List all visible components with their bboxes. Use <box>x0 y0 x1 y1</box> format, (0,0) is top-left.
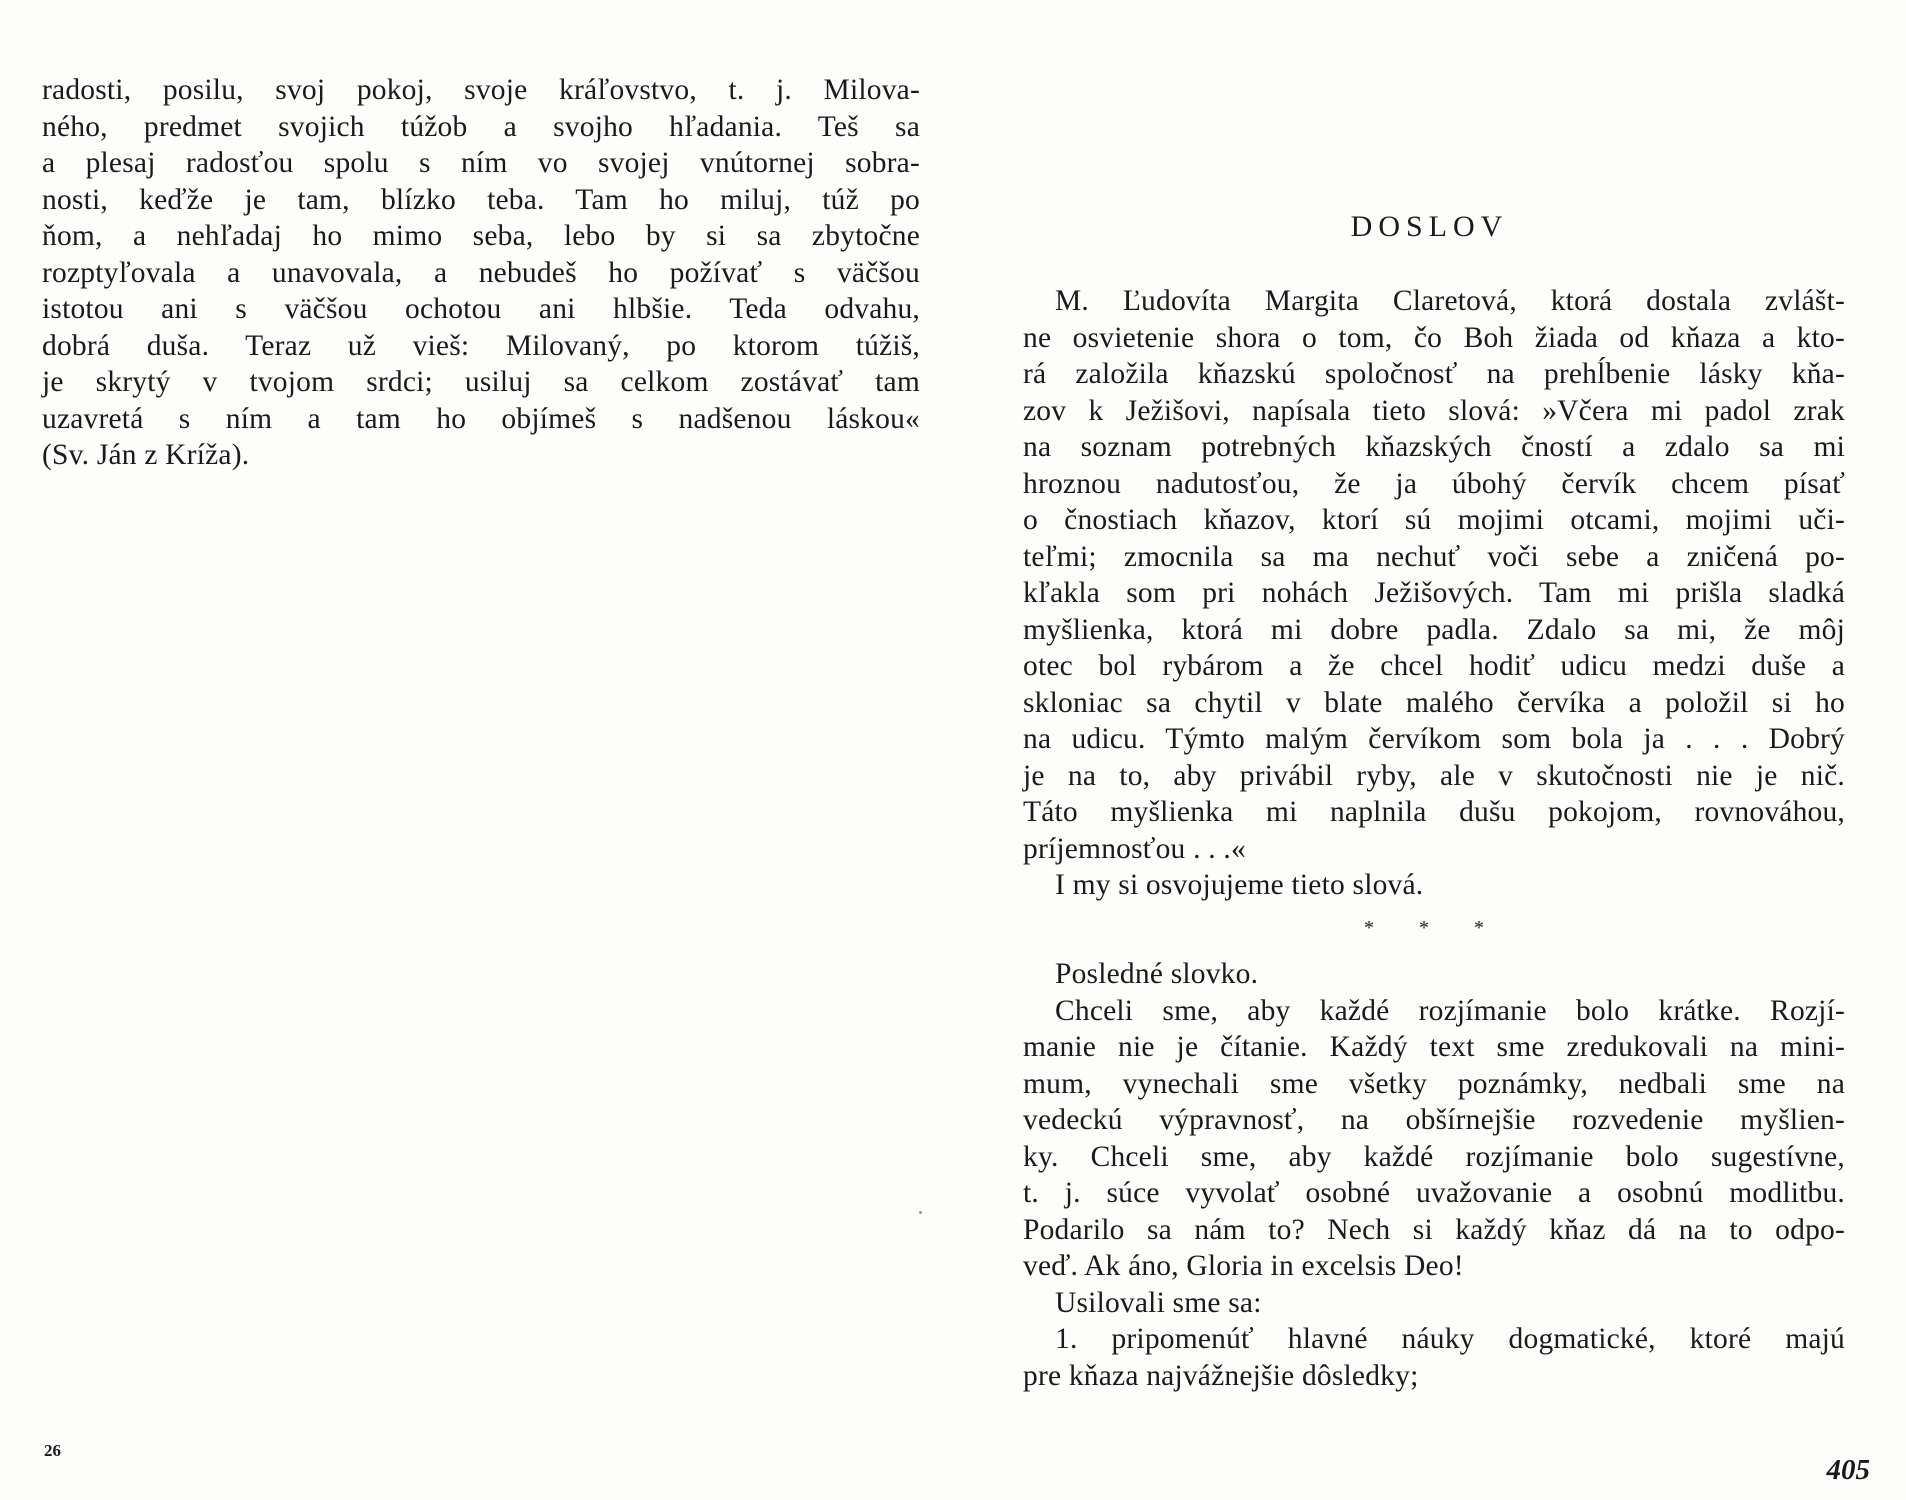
right-page-text <box>1023 283 1845 1394</box>
text-line: ňom, a nehľadaj ho mimo seba, lebo by si sa zbytočne <box>42 220 920 252</box>
text-line: teľmi; zmocnila sa ma nechuť voči sebe a zničená po- <box>1023 540 1845 573</box>
text-line: veď. Ak áno, Gloria in excelsis Deo! <box>1023 1250 1464 1282</box>
chapter-heading: DOSLOV <box>1350 210 1509 243</box>
text-line: rá založila kňazskú spoločnosť na prehĺbenie lásky kňa- <box>1023 358 1845 390</box>
text-line: zov k Ježišovi, napísala tieto slová: »Včera mi padol zrak <box>1023 394 1845 427</box>
right-page <box>953 0 1906 1500</box>
paragraph-meditation-brevity <box>1023 993 1845 1285</box>
page-number-left: 26 <box>44 1441 61 1460</box>
text-line: vedeckú výpravnosť, na obšírnejšie rozvedenie myšlien- <box>1023 1104 1845 1136</box>
text-line: dobrá duša. Teraz už vieš: Milovaný, po ktorom túžiš, <box>42 329 920 362</box>
text-line: otec bol rybárom a že chcel hodiť udicu medzi duše a <box>1023 650 1845 682</box>
text-line: nosti, keďže je tam, blízko teba. Tam ho miluj, túž po <box>42 183 920 216</box>
text-line: rozptyľovala a unavovala, a nebudeš ho požívať s väčšou <box>42 256 920 289</box>
page-number-right: 405 <box>1826 1454 1870 1486</box>
paragraph-we-strove: Usilovali sme sa: <box>1055 1286 1262 1319</box>
text-line: ného, predmet svojich túžob a svojho hľadania. Teš sa <box>42 110 920 143</box>
text-line: je skrytý v tvojom srdci; usiluj sa celkom zostávať tam <box>42 366 920 398</box>
text-line: príjemnosťou . . .« <box>1023 832 1246 865</box>
text-line: je na to, aby privábil ryby, ale v skutočnosti nie je nič. <box>1023 759 1845 792</box>
text-line: skloniac sa chytil v blate malého červíka a položil si ho <box>1023 686 1845 719</box>
text-line: istotou ani s väčšou ochotou ani hlbšie. Teda odvahu, <box>42 293 920 325</box>
text-line: o čnostiach kňazov, ktorí sú mojimi otcami, mojimi uči- <box>1023 504 1845 536</box>
paragraph-last-word: Posledné slovko. <box>1055 958 1259 990</box>
text-line: hroznou nadutosťou, že ja úbohý červík chcem písať <box>1023 467 1845 500</box>
text-line: a plesaj radosťou spolu s ním vo svojej vnútornej sobra- <box>42 147 920 179</box>
text-line: manie nie je čítanie. Každý text sme zredukovali na mini- <box>1023 1031 1845 1063</box>
paragraph-we-adopt: I my si osvojujeme tieto slová. <box>1055 869 1424 901</box>
left-page-text <box>42 72 920 474</box>
text-line: na udicu. Týmto malým červíkom som bola ja . . . Dobrý <box>1023 723 1845 755</box>
text-line: (Sv. Ján z Kríža). <box>42 439 250 471</box>
text-line: mum, vynechali sme všetky poznámky, nedbali sme na <box>1023 1067 1845 1100</box>
list-item-1 <box>1023 1321 1845 1394</box>
text-line: Táto myšlienka mi naplnila dušu pokojom, rovnováhou, <box>1023 796 1845 828</box>
text-line: Podarilo sa nám to? Nech si každý kňaz dá na to odpo- <box>1023 1213 1845 1246</box>
section-separator-stars: * * * <box>1364 916 1504 939</box>
text-line: 1. pripomenúť hlavné náuky dogmatické, ktoré majú <box>1055 1323 1845 1355</box>
text-line: radosti, posilu, svoj pokoj, svoje kráľovstvo, t. j. Milova- <box>42 74 920 106</box>
text-line: pre kňaza najvážnejšie dôsledky; <box>1023 1359 1419 1392</box>
text-line: myšlienka, ktorá mi dobre padla. Zdalo sa mi, že môj <box>1023 613 1845 646</box>
text-line: ky. Chceli sme, aby každé rozjímanie bolo sugestívne, <box>1023 1140 1845 1173</box>
text-line: M. Ľudovíta Margita Claretová, ktorá dostala zvlášt- <box>1055 285 1845 317</box>
text-line: ne osvietenie shora o tom, čo Boh žiada od kňaza a kto- <box>1023 321 1845 354</box>
text-line: na soznam potrebných kňazských čností a zdalo sa mi <box>1023 431 1845 463</box>
text-line: uzavretá s ním a tam ho objímeš s nadšenou láskou« <box>42 402 920 435</box>
paragraph-claretova-quote <box>1023 283 1845 867</box>
text-line: kľakla som pri nohách Ježišových. Tam mi prišla sladká <box>1023 577 1845 609</box>
print-speck <box>919 1211 922 1214</box>
text-line: Chceli sme, aby každé rozjímanie bolo krátke. Rozjí- <box>1055 994 1845 1027</box>
text-line: t. j. súce vyvolať osobné uvažovanie a osobnú modlitbu. <box>1023 1177 1845 1209</box>
